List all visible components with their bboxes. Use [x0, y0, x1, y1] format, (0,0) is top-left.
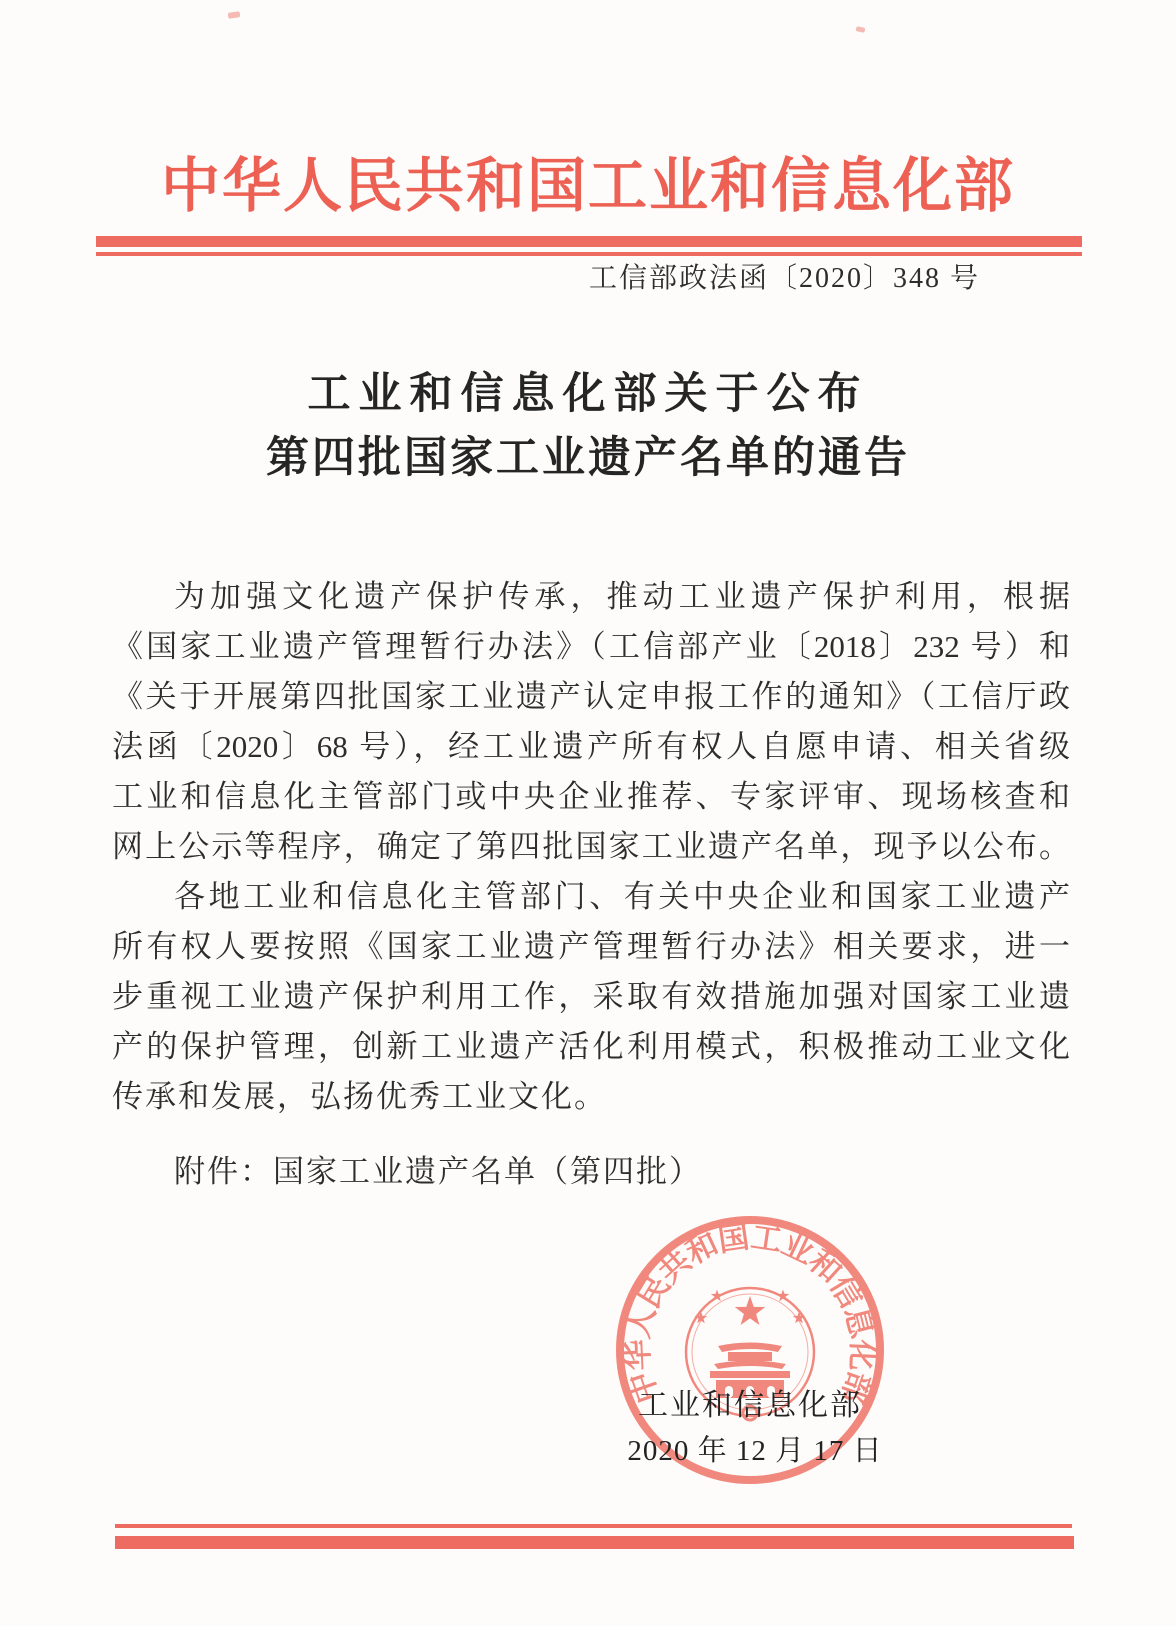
body-line: 法函〔2020〕68 号），经工业遗产所有权人自愿申请、相关省级	[112, 729, 1070, 764]
letterhead-title: 中华人民共和国工业和信息化部	[160, 153, 1015, 219]
notice-title-line1: 工业和信息化部关于公布	[307, 371, 869, 418]
body-line: 产的保护管理，创新工业遗产活化利用模式，积极推动工业文化	[112, 1029, 1070, 1064]
body-line: 《关于开展第四批国家工业遗产认定申报工作的通知》（工信厅政	[112, 679, 1070, 714]
body-line: 传承和发展，弘扬优秀工业文化。	[112, 1079, 607, 1114]
signature-issuer: 工业和信息化部	[638, 1389, 862, 1422]
notice-title-line2: 第四批国家工业遗产名单的通告	[266, 435, 910, 482]
body-text	[112, 572, 1070, 1122]
bottom-rule-thick	[115, 1536, 1074, 1549]
scan-speck	[856, 26, 866, 33]
body-line: 步重视工业遗产保护利用工作，采取有效措施加强对国家工业遗	[112, 979, 1070, 1014]
body-line: 为加强文化遗产保护传承，推动工业遗产保护利用，根据	[174, 579, 1070, 614]
body-line: 工业和信息化主管部门或中央企业推荐、专家评审、现场核查和	[112, 779, 1070, 814]
doc-number: 工信部政法函〔2020〕348 号	[588, 263, 980, 294]
body-line: 《国家工业遗产管理暂行办法》（工信部产业〔2018〕232 号）和	[112, 629, 1070, 664]
attachment-line: 附件：国家工业遗产名单（第四批）	[174, 1154, 702, 1189]
body-line: 各地工业和信息化主管部门、有关中央企业和国家工业遗产	[174, 879, 1070, 914]
scan-speck	[228, 11, 241, 19]
notice-title	[0, 364, 1176, 490]
body-line: 所有权人要按照《国家工业遗产管理暂行办法》相关要求，进一	[112, 929, 1070, 964]
signature-date: 2020 年 12 月 17 日	[627, 1435, 883, 1467]
bottom-rule-thin	[115, 1524, 1072, 1528]
top-rule-thick	[96, 236, 1082, 247]
seal-ring-text-path: 中华人民共和国工业和信息化部	[619, 1219, 881, 1408]
body-line: 网上公示等程序，确定了第四批国家工业遗产名单，现予以公布。	[112, 829, 1070, 864]
